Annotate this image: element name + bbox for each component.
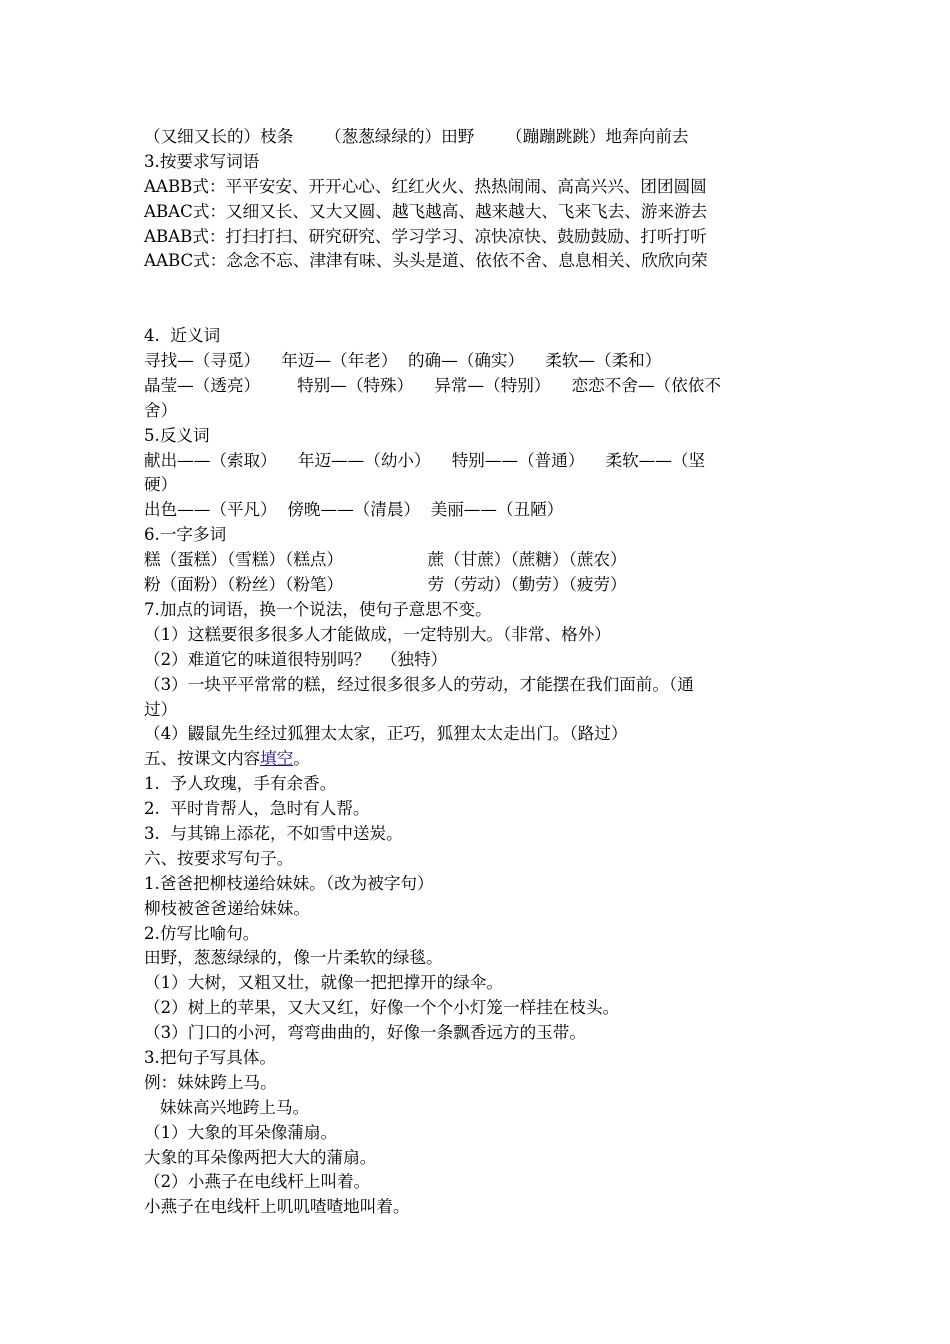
antonym-line: 出色——（平凡） 傍晚——（清晨） 美丽——（丑陋） <box>144 500 564 520</box>
word-pattern-aabc: AABC式：念念不忘、津津有味、头头是道、依依不舍、息息相关、欣欣向荣 <box>144 251 708 271</box>
sentence-line: 妹妹高兴地跨上马。 <box>144 1097 310 1117</box>
modifier-line: （又细又长的）枝条 （葱葱绿绿的）田野 （蹦蹦跳跳）地奔向前去 <box>144 127 689 146</box>
sentence-line: 大象的耳朵像两把大大的蒲扇。 <box>144 1147 377 1167</box>
sentence-line: 1.爸爸把柳枝递给妹妹。（改为被字句） <box>144 873 434 893</box>
word-pattern-aabb: AABB式：平平安安、开开心心、红红火火、热热闹闹、高高兴兴、团团圆圆 <box>144 176 707 196</box>
sentence-line: （1）大象的耳朵像蒲扇。 <box>144 1122 338 1142</box>
sentence-line: 2.仿写比喻句。 <box>144 923 260 943</box>
multi-word-line: 糕（蛋糕）（雪糕）（糕点） 蔗（甘蔗）（蔗糖）（蔗农） <box>144 550 627 570</box>
section-heading-antonyms: 5.反义词 <box>144 425 210 445</box>
synonym-line: 舍） <box>144 400 178 420</box>
fill-line: 2. 平时肯帮人，急时有人帮。 <box>144 799 370 819</box>
section-heading-words: 3.按要求写词语 <box>144 151 260 171</box>
section-heading-rephrase: 7.加点的词语，换一个说法，使句子意思不变。 <box>144 599 492 619</box>
fill-heading-suffix: 。 <box>293 749 310 769</box>
section-heading-synonyms: 4. 近义词 <box>144 326 221 346</box>
rephrase-line: 过） <box>144 699 178 719</box>
antonym-line: 献出——（索取） 年迈——（幼小） 特别——（普通） 柔软——（坚 <box>144 450 706 470</box>
antonym-line: 硬） <box>144 475 178 495</box>
sentence-line: 例：妹妹跨上马。 <box>144 1072 277 1092</box>
sentence-line: （2）小燕子在电线杆上叫着。 <box>144 1172 371 1192</box>
sentence-line: 小燕子在电线杆上叽叽喳喳地叫着。 <box>144 1197 410 1217</box>
fill-blank-link[interactable]: 填空 <box>260 749 294 769</box>
rephrase-line: （1）这糕要很多很多人才能做成，一定特别大。（非常、格外） <box>144 624 611 644</box>
multi-word-line: 粉（面粉）（粉丝）（粉笔） 劳（劳动）（勤劳）（疲劳） <box>144 575 627 595</box>
fill-line: 1. 予人玫瑰，手有余香。 <box>144 774 337 794</box>
rephrase-line: （2）难道它的味道很特别吗？ （独特） <box>144 649 448 669</box>
sentence-line: 田野，葱葱绿绿的，像一片柔软的绿毯。 <box>144 948 443 968</box>
synonym-line: 晶莹—（透亮） 特别—（特殊） 异常—（特别） 恋恋不舍—（依依不 <box>144 375 721 395</box>
section-heading-fill <box>144 747 814 772</box>
word-pattern-abac: ABAC式：又细又长、又大又圆、越飞越高、越来越大、飞来飞去、游来游去 <box>144 201 708 221</box>
rephrase-line: （3）一块平平常常的糕，经过很多很多人的劳动，才能摆在我们面前。（通 <box>144 674 694 694</box>
sentence-line: （2）树上的苹果，又大又红，好像一个个小灯笼一样挂在枝头。 <box>144 998 620 1018</box>
sentence-line: 柳枝被爸爸递给妹妹。 <box>144 898 310 918</box>
document-content <box>144 125 814 1220</box>
sentence-line: 3.把句子写具体。 <box>144 1047 276 1067</box>
sentence-line: （3）门口的小河，弯弯曲曲的，好像一条飘香远方的玉带。 <box>144 1023 586 1043</box>
fill-heading-prefix: 五、按课文内容 <box>144 749 261 769</box>
rephrase-line: （4）鼹鼠先生经过狐狸太太家，正巧，狐狸太太走出门。（路过） <box>144 724 628 744</box>
sentence-line: （1）大树，又粗又壮，就像一把把撑开的绿伞。 <box>144 973 504 993</box>
fill-line: 3. 与其锦上添花，不如雪中送炭。 <box>144 823 403 843</box>
section-heading-multi-words: 6.一字多词 <box>144 525 227 545</box>
section-heading-sentences: 六、按要求写句子。 <box>144 848 294 868</box>
word-pattern-abab: ABAB式：打扫打扫、研究研究、学习学习、凉快凉快、鼓励鼓励、打听打听 <box>144 226 707 246</box>
synonym-line: 寻找—（寻觅） 年迈—（年老） 的确—（确实） 柔软—（柔和） <box>144 351 662 371</box>
blank-gap <box>144 274 814 324</box>
